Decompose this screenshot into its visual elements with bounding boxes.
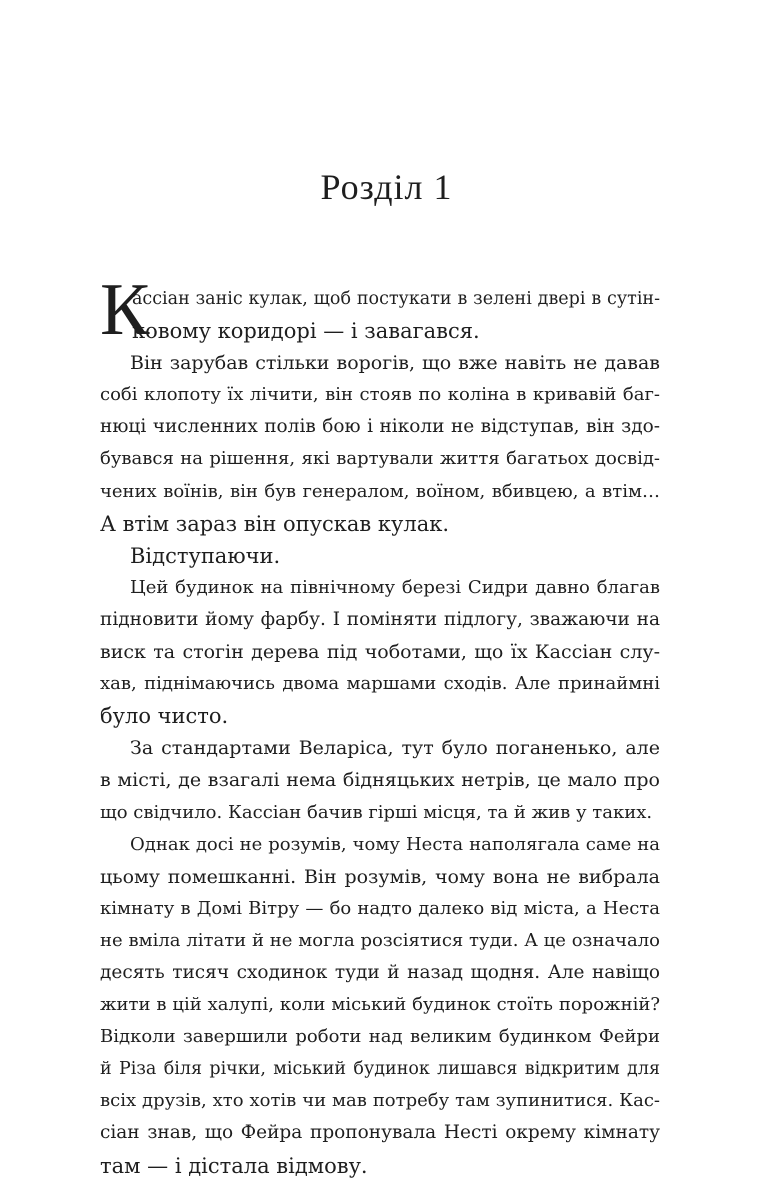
text-line: всіх друзів, хто хотів чи мав потребу там зупинитися. Кас- xyxy=(100,1090,660,1112)
text-line: сіан знав, що Фейра пропонувала Несті окрему кімнату xyxy=(100,1122,660,1144)
text-line: Він зарубав стільки ворогів, що вже навіть не давав xyxy=(130,352,660,375)
drop-cap: К xyxy=(100,269,150,351)
text-line: виск та стогін дерева під чоботами, що їх Кассіан слу- xyxy=(100,641,660,664)
text-line: в місті, де взагалі нема бідняцьких нетрів, це мало про xyxy=(100,769,660,792)
text-line: бувався на рішення, які вартували життя багатьох досвід- xyxy=(100,448,660,470)
text-line: цьому помешканні. Він розумів, чому вона не вибрала xyxy=(100,865,660,888)
text-line: підновити йому фарбу. І поміняти підлогу, зважаючи на xyxy=(100,608,660,630)
text-line: Відступаючи. xyxy=(130,543,281,568)
text-line: Однак досі не розумів, чому Неста наполягала саме на xyxy=(130,833,660,855)
text-line: десять тисяч сходинок туди й назад щодня. Але навіщо xyxy=(100,961,660,983)
text-line: жити в цій халупі, коли міський будинок стоїть порожній? xyxy=(100,994,660,1016)
text-line: хав, піднімаючись двома маршами сходів. Але принаймні xyxy=(100,673,660,695)
text-line: не вміла літати й не могла розсіятися туди. А це означало xyxy=(100,929,660,951)
text-line: За стандартами Веларіса, тут було поганенько, але xyxy=(130,737,660,760)
text-line: там — і дістала відмову. xyxy=(100,1153,368,1178)
text-line: кімнату в Домі Вітру — бо надто далеко від міста, а Неста xyxy=(100,897,660,919)
text-line: ковому коридорі — і завагався. xyxy=(132,319,480,344)
chapter-body xyxy=(100,269,660,1182)
text-line: нюці численних полів бою і ніколи не відступав, він здо- xyxy=(100,416,660,438)
text-line: собі клопоту їх лічити, він стояв по коліна в кривавій баг- xyxy=(100,384,660,406)
text-line: Цей будинок на північному березі Сидри давно благав xyxy=(130,576,660,598)
text-line: було чисто. xyxy=(100,704,229,729)
text-line: ассіан заніс кулак, щоб постукати в зелені двері в сутін- xyxy=(132,289,660,309)
text-line: й Різа біля річки, міський будинок лишався відкритим для xyxy=(100,1059,660,1080)
chapter-title: Розділ 1 xyxy=(320,167,453,207)
text-line: чених воїнів, він був генералом, воїном, вбивцею, а втім… xyxy=(100,480,660,502)
text-line: А втім зараз він опускав кулак. xyxy=(100,511,450,536)
text-line: що свідчило. Кассіан бачив гірші місця, та й жив у таких. xyxy=(100,801,653,823)
text-line: Відколи завершили роботи над великим будинком Фейри xyxy=(100,1026,660,1048)
